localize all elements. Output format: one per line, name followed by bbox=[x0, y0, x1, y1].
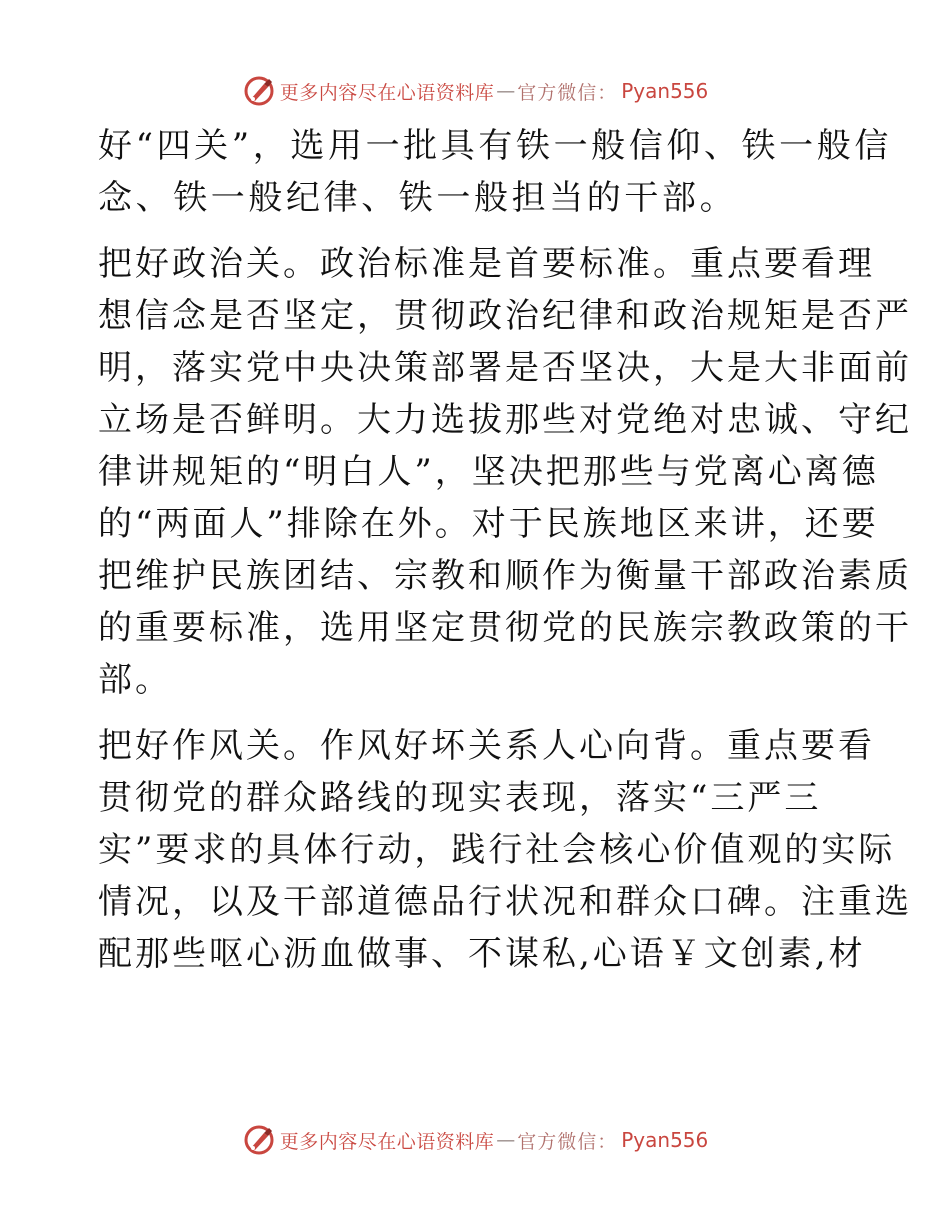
header-banner bbox=[0, 71, 950, 111]
text-line: 想信念是否坚定，贯彻政治纪律和政治规矩是否严 bbox=[98, 296, 912, 336]
banner-wechat-label: 官方微信： bbox=[517, 1130, 618, 1153]
pen-circle-logo-icon bbox=[242, 74, 276, 108]
paragraph-2 bbox=[98, 238, 912, 706]
text-line: 把好作风关。作风好坏关系人心向背。重点要看 bbox=[98, 726, 875, 766]
document-body bbox=[98, 120, 912, 994]
text-line: 好“四关”，选用一批具有铁一般信仰、铁一般信 bbox=[98, 126, 892, 166]
footer-banner bbox=[0, 1120, 950, 1160]
text-line: 念、铁一般纪律、铁一般担当的干部。 bbox=[98, 178, 738, 218]
text-line: 律讲规矩的“明白人”，坚决把那些与党离心离德 bbox=[98, 452, 879, 492]
banner-wechat-id: Pyan556 bbox=[621, 1128, 709, 1152]
text-line: 部。 bbox=[98, 660, 172, 700]
text-line: 的重要标准，选用坚定贯彻党的民族宗教政策的干 bbox=[98, 608, 912, 648]
paragraph-3 bbox=[98, 720, 912, 980]
text-line: 的“两面人”排除在外。对于民族地区来讲，还要 bbox=[98, 504, 879, 544]
text-line: 贯彻党的群众路线的现实表现，落实“三严三 bbox=[98, 778, 822, 818]
text-line: 实”要求的具体行动，践行社会核心价值观的实际 bbox=[98, 830, 896, 870]
pen-circle-logo-icon bbox=[242, 1123, 276, 1157]
banner-text: 更多内容尽在心语资料库 bbox=[279, 1130, 495, 1153]
banner-wechat-label: 官方微信： bbox=[517, 81, 618, 104]
text-line: 立场是否鲜明。大力选拔那些对党绝对忠诚、守纪 bbox=[98, 400, 912, 440]
text-line: 明，落实党中央决策部署是否坚决，大是大非面前 bbox=[98, 348, 912, 388]
banner-text: 更多内容尽在心语资料库 bbox=[279, 81, 495, 104]
text-line: 把好政治关。政治标准是首要标准。重点要看理 bbox=[98, 244, 875, 284]
text-line: 把维护民族团结、宗教和顺作为衡量干部政治素质 bbox=[98, 556, 912, 596]
banner-dash: — bbox=[496, 1129, 516, 1151]
banner-dash: — bbox=[496, 80, 516, 102]
paragraph-1 bbox=[98, 120, 892, 224]
banner-wechat-id: Pyan556 bbox=[621, 79, 709, 103]
text-line: 情况，以及干部道德品行状况和群众口碑。注重选 bbox=[98, 882, 912, 922]
text-line: 配那些呕心沥血做事、不谋私,心语￥文创素,材 bbox=[98, 934, 866, 974]
